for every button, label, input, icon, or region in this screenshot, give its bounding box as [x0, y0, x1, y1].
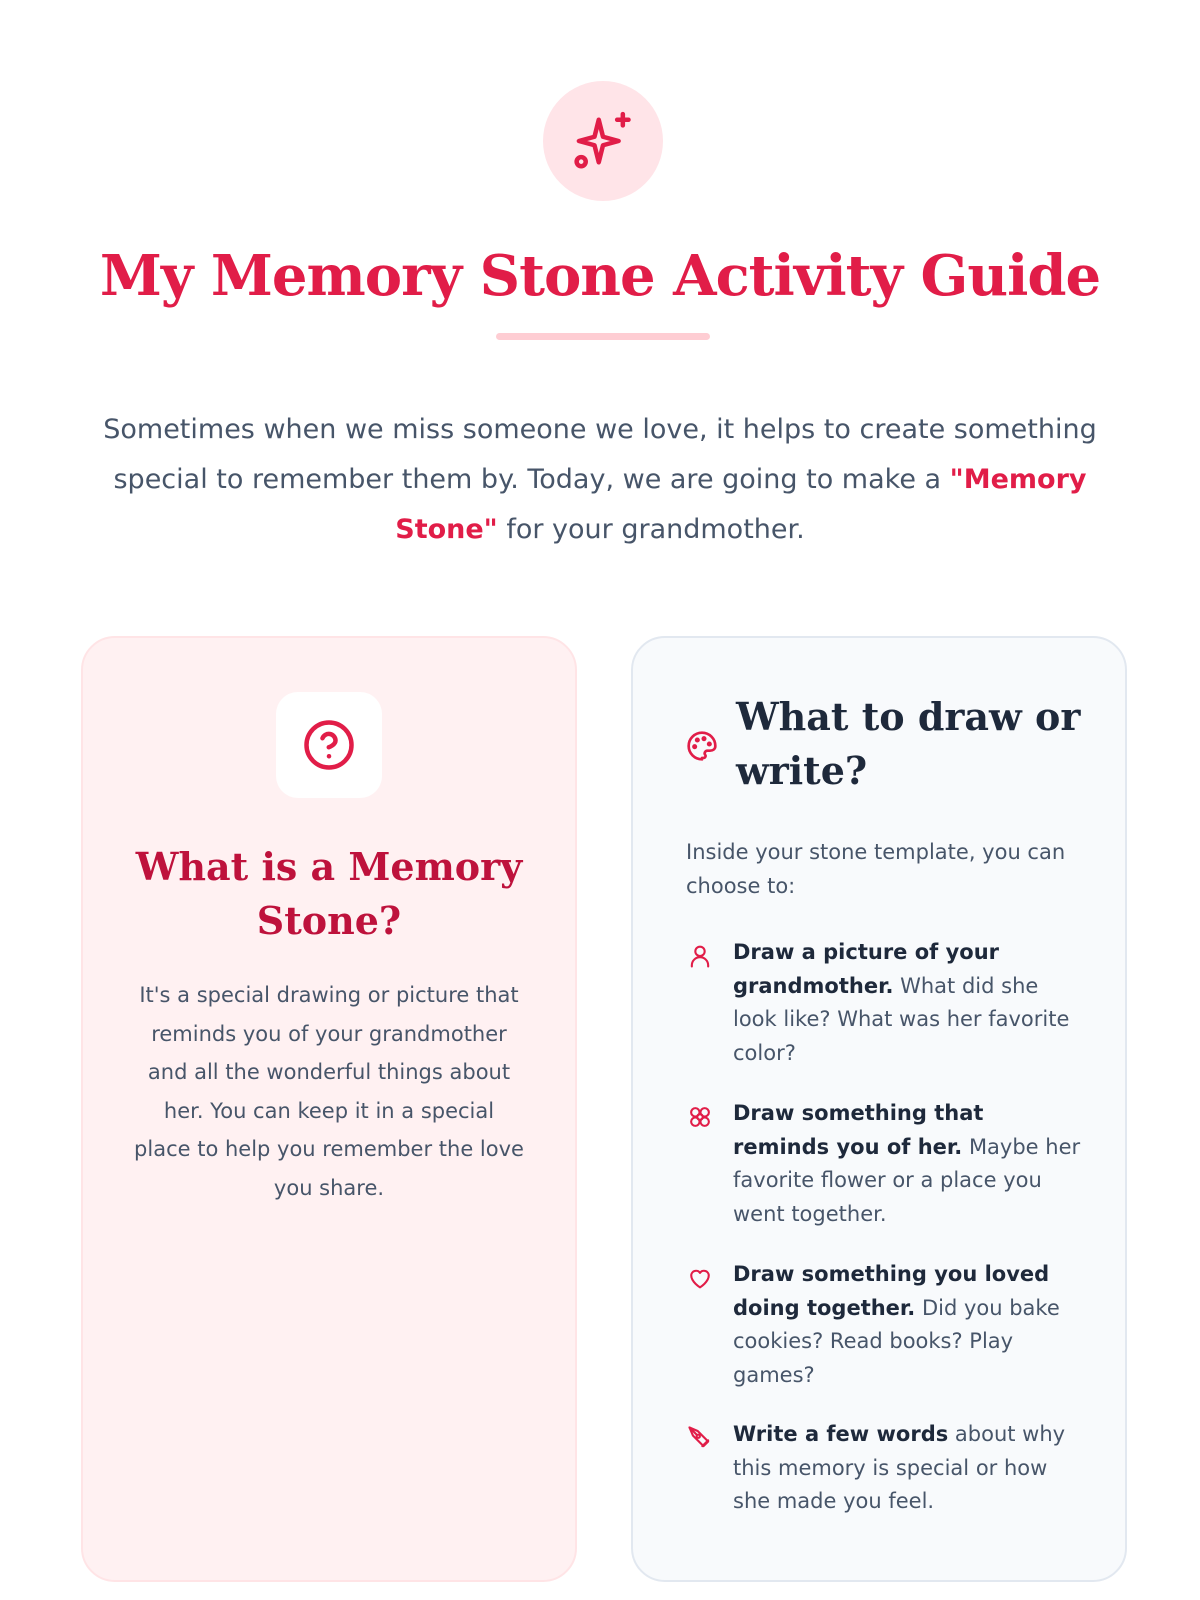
heart-icon [686, 1264, 714, 1292]
list-item [686, 936, 1086, 1076]
question-icon-box [276, 692, 382, 798]
list-item-text [733, 1258, 1085, 1392]
what-to-draw-heading: What to draw or write? [736, 694, 1081, 793]
list-item [686, 1418, 1086, 1558]
list-item-bold: Write a few words [733, 1422, 949, 1446]
sparkles-icon [569, 107, 637, 175]
title-underline [496, 333, 710, 340]
what-to-draw-card [631, 636, 1127, 1582]
hero-icon-badge [543, 81, 663, 201]
question-circle-icon [302, 718, 356, 772]
what-is-heading: What is a Memory Stone? [135, 844, 523, 943]
list-item-detail: Did you bake cookies? Read books? Play games? [733, 1295, 1060, 1387]
list-item-text [733, 936, 1085, 1070]
intro-highlight: "Memory Stone" [395, 464, 1087, 545]
list-item-detail: about why this memory is special or how she made you feel. [733, 1422, 1066, 1513]
list-item-text [733, 1097, 1085, 1231]
what-is-body: It's a special drawing or picture that reminds you of your grandmother and all the wonderful things about her. You can keep it in a special place to help you remember the love you share. [134, 983, 524, 1200]
pen-icon [686, 1424, 714, 1452]
what-is-card [81, 636, 577, 1582]
page-title: My Memory Stone Activity Guide [99, 243, 1101, 309]
what-to-draw-intro: Inside your stone template, you can choose to: [686, 840, 1066, 898]
list-item [686, 1097, 1086, 1237]
intro-paragraph [100, 405, 1100, 555]
list-item-detail: What did she look like? What was her favorite color? [733, 973, 1070, 1065]
intro-text-after: for your grandmother. [497, 514, 805, 545]
flower-icon [686, 1103, 714, 1131]
list-item-bold: Draw a picture of your grandmother. [733, 940, 1000, 998]
list-item-text [733, 1418, 1085, 1519]
palette-icon [686, 730, 718, 762]
list-item-bold: Draw something that reminds you of her. [733, 1101, 984, 1159]
intro-text-before: Sometimes when we miss someone we love, it helps to create something special to remember them by. Today, we are going to make a [103, 414, 1097, 495]
list-item-bold: Draw something you loved doing together. [733, 1262, 1050, 1320]
user-icon [686, 942, 714, 970]
list-item-detail: Maybe her favorite flower or a place you went together. [733, 1134, 1081, 1226]
list-item [686, 1258, 1086, 1398]
